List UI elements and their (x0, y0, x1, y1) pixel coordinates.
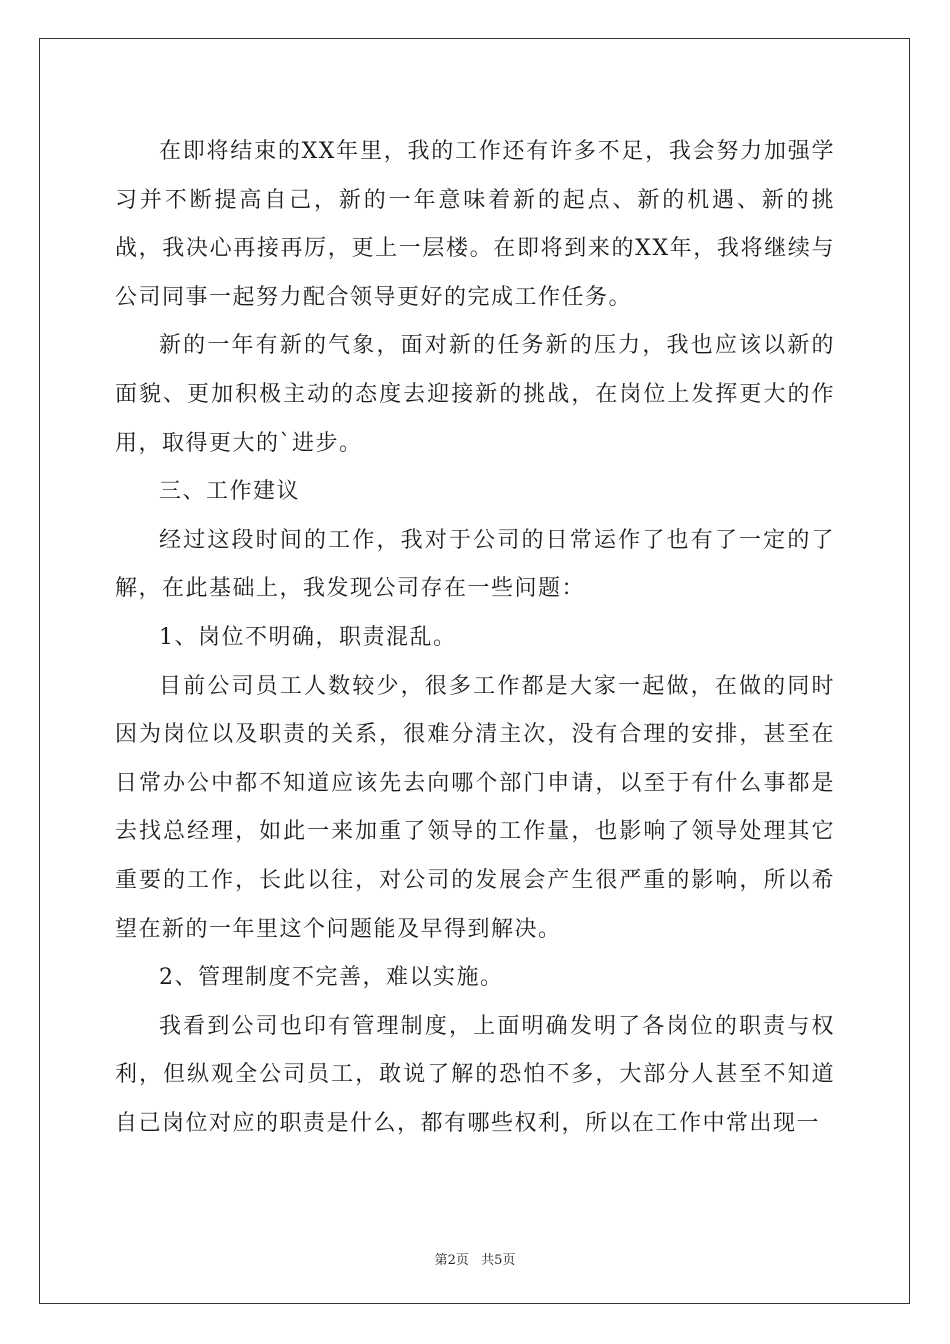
paragraph-unclear-positions-detail: 目前公司员工人数较少，很多工作都是大家一起做，在做的同时因为岗位以及职责的关系，很难分清主次，没有合理的安排，甚至在日常办公中都不知道应该先去向哪个部门申请，以至于有什么事都是去找总经理，如此一来加重了领导的工作量，也影响了领导处理其它重要的工作，长此以往，对公司的发展会产生很严重的影响，所以希望在新的一年里这个问题能及早得到解决。 (115, 673, 835, 942)
list-heading-management-system: 2、管理制度不完善，难以实施。 (159, 965, 504, 991)
paragraph-management-system-detail: 我看到公司也印有管理制度，上面明确发明了各岗位的职责与权利，但纵观全公司员工，敢说了解的恐怕不多，大部分人甚至不知道自己岗位对应的职责是什么，都有哪些权利，所以在工作中常出现一 (115, 1013, 835, 1136)
paragraph-new-year-outlook: 新的一年有新的气象，面对新的任务新的压力，我也应该以新的面貌、更加积极主动的态度去迎接新的挑战，在岗位上发挥更大的作用，取得更大的`进步。 (115, 333, 835, 456)
document-body (115, 128, 835, 1148)
total-page-count: 共5页 (481, 1253, 516, 1268)
section-heading-work-suggestions: 三、工作建议 (159, 479, 301, 505)
paragraph-observed-problems: 经过这段时间的工作，我对于公司的日常运作了也有了一定的了解，在此基础上，我发现公司存在一些问题： (115, 527, 835, 602)
paragraph-year-end-summary: 在即将结束的XX年里，我的工作还有许多不足，我会努力加强学习并不断提高自己，新的一年意味着新的起点、新的机遇、新的挑战，我决心再接再厉，更上一层楼。在即将到来的XX年，我将继续与公司同事一起努力配合领导更好的完成工作任务。 (115, 139, 835, 310)
page-footer (0, 1249, 950, 1268)
current-page-number: 第2页 (434, 1253, 469, 1268)
list-heading-unclear-positions: 1、岗位不明确，职责混乱。 (159, 624, 457, 650)
